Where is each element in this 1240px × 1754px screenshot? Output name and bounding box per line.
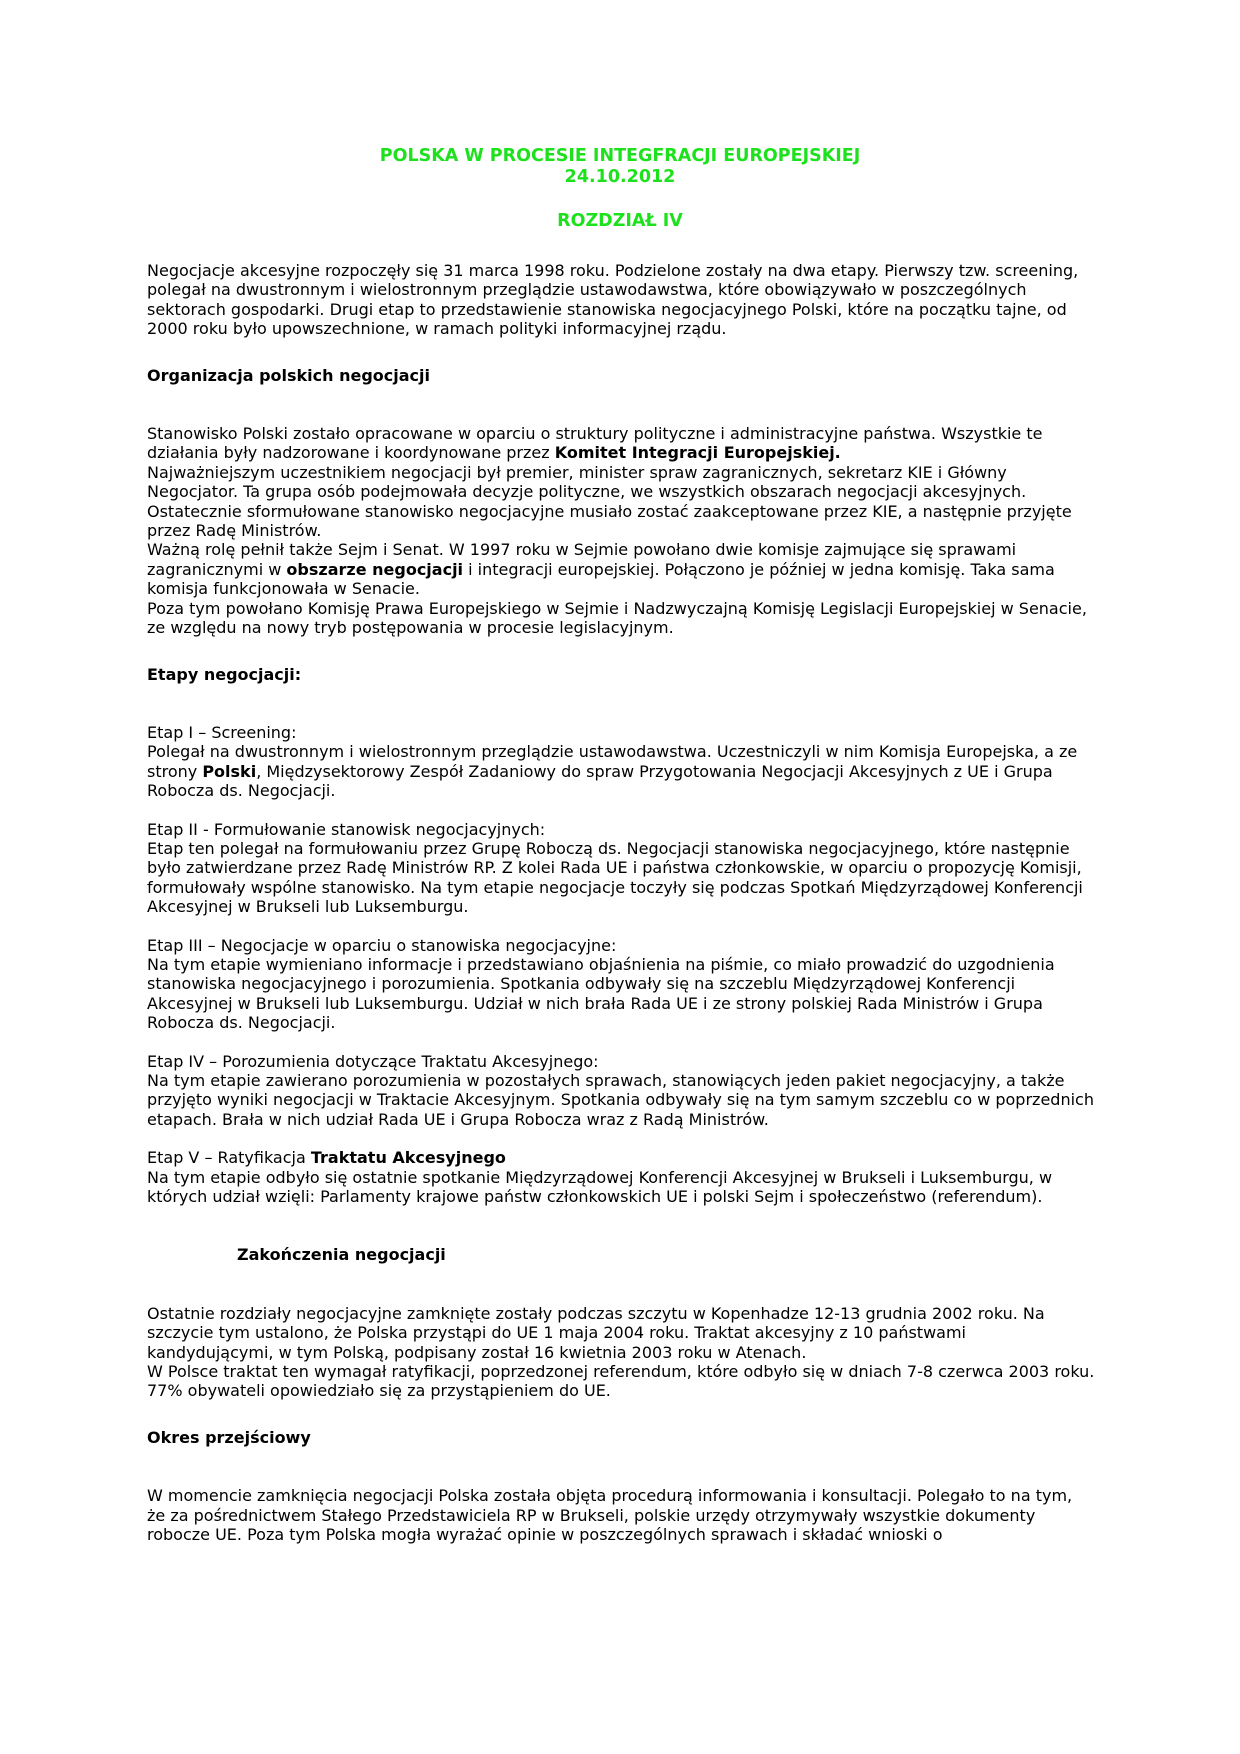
etap-2-text: Etap ten polegał na formułowaniu przez Grupę Roboczą ds. Negocjacji stanowiska negocjacyjnego, które następnie było zatwierdzane przez Radę Ministrów RP. Z kolei Rada UE i państwa członkowskie, w oparciu o propozycję Komisji, formułowały wspólne stanowisko. Na tym etapie negocjacje toczyły się podczas Spotkań Międzyrządowej Konferencji Akcesyjnej w Brukseli lub Luksemburgu. [147,838,1083,917]
section-heading-organizacja: Organizacja polskich negocjacji [147,365,430,385]
section-heading-zakonczenie: Zakończenia negocjacji [237,1245,446,1265]
section-heading-etapy: Etapy negocjacji: [147,664,302,684]
intro-paragraph: Negocjacje akcesyjne rozpoczęły się 31 marca 1998 roku. Podzielone zostały na dwa etapy. Pierwszy tzw. screening, polegał na dwustronnym i wielostronnym przeglądzie ustawodawstwa, które obowiązywało w poszczególnych sektorach gospodarki. Drugi etap to przedstawienie stanowiska negocjacyjnego Polski, które na początku tajne, od 2000 roku było upowszechnione, w ramach polityki informacyjnej rządu. [147,261,1079,339]
bold-term: obszarze negocjacji [286,559,464,579]
document-body [147,261,1095,1545]
bold-term: Komitet Integracji Europejskiej. [554,443,841,463]
etap-4-title: Etap IV – Porozumienia dotyczące Traktatu Akcesyjnego: [147,1051,599,1071]
document-title: POLSKA W PROCESIE INTEGFRACJI EUROPEJSKIEJ [379,146,861,166]
bold-term: Traktatu Akcesyjnego [310,1148,506,1168]
okres-paragraph-1: W momencie zamknięcia negocjacji Polska została objęta procedurą informowania i konsultacji. Polegało to na tym, że za pośrednictwem Stałego Przedstawiciela RP w Brukseli, polskie urzędy otrzymywały wszystkie dokumenty robocze UE. Poza tym Polska mogła wyrażać opinie w poszczególnych sprawach i składać wnioski o [147,1486,1073,1545]
document-date: 24.10.2012 [564,167,676,187]
etap-2-title: Etap II - Formułowanie stanowisk negocjacyjnych: [147,819,546,839]
organizacja-paragraph-4: Poza tym powołano Komisję Prawa Europejskiego w Sejmie i Nadzwyczajną Komisję Legislacji Europejskiej w Senacie, ze względu na nowy tryb postępowania w procesie legislacyjnym. [147,598,1087,638]
etap-4-text: Na tym etapie zawierano porozumienia w pozostałych sprawach, stanowiących jeden pakiet negocjacyjny, a także przyjęto wyniki negocjacji w Traktacie Akcesyjnym. Spotkania odbywały się na tym samym szczeblu co w poprzednich etapach. Brała w nich udział Rada UE i Grupa Robocza wraz z Radą Ministrów. [147,1071,1094,1129]
bold-term: Polski [202,761,257,781]
chapter-title: ROZDZIAŁ IV [557,211,683,231]
zakonczenie-paragraph-1: Ostatnie rozdziały negocjacyjne zamknięte zostały podczas szczytu w Kopenhadze 12-13 grudnia 2002 roku. Na szczycie tym ustalono, że Polska przystąpi do UE 1 maja 2004 roku. Traktat akcesyjny z 10 państwami kandydującymi, w tym Polską, podpisany został 16 kwietnia 2003 roku w Atenach. [147,1303,1045,1362]
etap-1-title: Etap I – Screening: [147,722,297,742]
etap-3-title: Etap III – Negocjacje w oparciu o stanowiska negocjacyjne: [147,935,617,955]
organizacja-paragraph-3: Ważną rolę pełnił także Sejm i Senat. W 1997 roku w Sejmie powołano dwie komisje zajmujące się sprawami zagranicznymi w obszarze negocjacji i integracji europejskiej. Połączono je później w jedna komisję. Taka sama komisja funkcjonowała w Senacie. [147,540,1055,599]
zakonczenie-paragraph-2: W Polsce traktat ten wymagał ratyfikacji, poprzedzonej referendum, które odbyło się w dniach 7-8 czerwca 2003 roku. 77% obywateli opowiedziało się za przystąpieniem do UE. [147,1362,1095,1401]
organizacja-paragraph-1: Stanowisko Polski zostało opracowane w oparciu o struktury polityczne i administracyjne państwa. Wszystkie te działania były nadzorowane i koordynowane przez Komitet Integracji Europejskiej. [147,424,1043,463]
title-block [0,146,1240,232]
etap-5-text: Na tym etapie odbyło się ostatnie spotkanie Międzyrządowej Konferencji Akcesyjnej w Brukseli i Luksemburgu, w których udział wzięli: Parlamenty krajowe państw członkowskich UE i polski Sejm i społeczeństwo (referendum). [147,1167,1053,1207]
section-heading-okres: Okres przejściowy [147,1427,311,1447]
etap-3-text: Na tym etapie wymieniano informacje i przedstawiano objaśnienia na piśmie, co miało prowadzić do uzgodnienia stanowiska negocjacyjnego i porozumienia. Spotkania odbywały się na szczeblu Międzyrządowej Konferencji Akcesyjnej w Brukseli lub Luksemburgu. Udział w nich brała Rada UE i ze strony polskiej Rada Ministrów i Grupa Robocza ds. Negocjacji. [147,954,1055,1033]
etap-5-title: Etap V – Ratyfikacja Traktatu Akcesyjnego [147,1148,506,1168]
etap-1-text: Polegał na dwustronnym i wielostronnym przeglądzie ustawodawstwa. Uczestniczyli w nim Komisja Europejska, a ze strony Polski, Międzysektorowy Zespół Zadaniowy do spraw Przygotowania Negocjacji Akcesyjnych z UE i Grupa Robocza ds. Negocjacji. [147,742,1078,801]
organizacja-paragraph-2: Najważniejszym uczestnikiem negocjacji był premier, minister spraw zagranicznych, sekretarz KIE i Główny Negocjator. Ta grupa osób podejmowała decyzje polityczne, we wszystkich obszarach negocjacji akcesyjnych. Ostatecznie sformułowane stanowisko negocjacyjne musiało zostać zaakceptowane przez KIE, a następnie przyjęte przez Radę Ministrów. [147,462,1072,541]
